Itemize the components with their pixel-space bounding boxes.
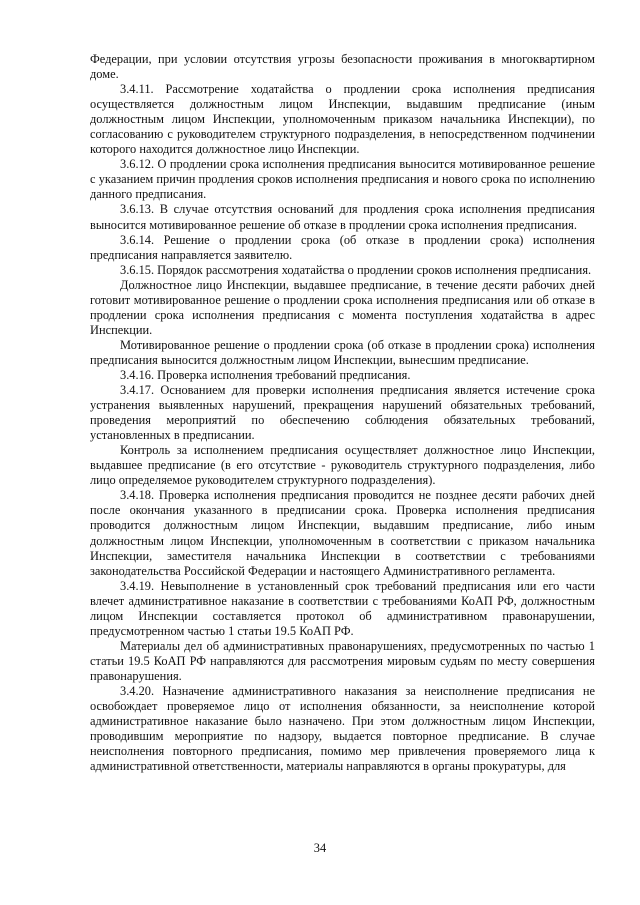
paragraph-3-6-14: 3.6.14. Решение о продлении срока (об отказе в продлении срока) исполнения предписания направляется заявителю. [90, 232, 595, 262]
paragraph-3-6-13: 3.6.13. В случае отсутствия оснований для продления срока исполнения предписания выносится мотивированное решение об отказе в продлении срока исполнения предписания. [90, 202, 595, 232]
paragraph-continuation: Федерации, при условии отсутствия угрозы безопасности проживания в многоквартирном доме. [90, 52, 595, 82]
paragraph-case-materials: Материалы дел об административных правонарушениях, предусмотренных по частью 1 статьи 19.5 КоАП РФ направляются для рассмотрения мировым судьям по месту совершения правонарушения. [90, 638, 595, 683]
document-body [90, 52, 595, 774]
paragraph-3-6-12: 3.6.12. О продлении срока исполнения предписания выносится мотивированное решение с указанием причин продления сроков исполнения предписания и нового срока по исполнению данного предписания. [90, 157, 595, 202]
paragraph-control: Контроль за исполнением предписания осуществляет должностное лицо Инспекции, выдавшее предписание (в его отсутствие - руководитель структурного подразделения, либо лицо определяемое руководителем структурного подразделения). [90, 443, 595, 488]
paragraph-motivated-decision: Мотивированное решение о продлении срока (об отказе в продлении срока) исполнения предписания выносится должностным лицом Инспекции, вынесшим предписание. [90, 337, 595, 367]
paragraph-official-ten-days: Должностное лицо Инспекции, выдавшее предписание, в течение десяти рабочих дней готовит мотивированное решение о продлении срока исполнения предписания или об отказе в продлении срока исполнения предписания с момента поступления ходатайства в адрес Инспекции. [90, 277, 595, 337]
page-number: 34 [313, 841, 327, 855]
paragraph-3-4-16: 3.4.16. Проверка исполнения требований предписания. [120, 367, 411, 382]
paragraph-3-4-17: 3.4.17. Основанием для проверки исполнения предписания является истечение срока устранения выявленных нарушений, прекращения нарушений обязательных требований, проведения мероприятий по обеспечению соблюдения обязательных требований, установленных в предписании. [90, 383, 595, 443]
paragraph-3-4-11: 3.4.11. Рассмотрение ходатайства о продлении срока исполнения предписания осуществляется должностным лицом Инспекции, выдавшим предписание (иным должностным лицом Инспекции, уполномоченным приказом начальника Инспекции), по согласованию с руководителем структурного подразделения, в непосредственном подчинении которого находится должностное лицо Инспекции. [90, 82, 595, 157]
paragraph-3-4-20: 3.4.20. Назначение административного наказания за неисполнение предписания не освобождает проверяемое лицо от исполнения обязанности, за неисполнение которой административное наказание было назначено. При этом должностным лицом Инспекции, проводившим мероприятие по надзору, выдается повторное предписание. В случае неисполнения повторного предписания, помимо мер привлечения проверяемого лица к административной ответственности, материалы направляются в органы прокуратуры, для [90, 683, 595, 774]
paragraph-3-4-19: 3.4.19. Невыполнение в установленный срок требований предписания или его части влечет административное наказание в соответствии с требованиями КоАП РФ, должностным лицом Инспекции составляется протокол об административном правонарушении, предусмотренном частью 1 статьи 19.5 КоАП РФ. [90, 578, 595, 638]
paragraph-3-6-15: 3.6.15. Порядок рассмотрения ходатайства о продлении сроков исполнения предписания. [120, 262, 592, 277]
paragraph-3-4-18: 3.4.18. Проверка исполнения предписания проводится не позднее десяти рабочих дней после окончания указанного в предписании срока. Проверка исполнения предписания проводится должностным лицом Инспекции, выдавшим предписание, либо иным должностным лицом Инспекции, уполномоченным в соответствии с приказом начальника Инспекции, заместителя начальника Инспекции в соответствии с требованиями законодательства Российской Федерации и настоящего Административного регламента. [90, 488, 595, 578]
